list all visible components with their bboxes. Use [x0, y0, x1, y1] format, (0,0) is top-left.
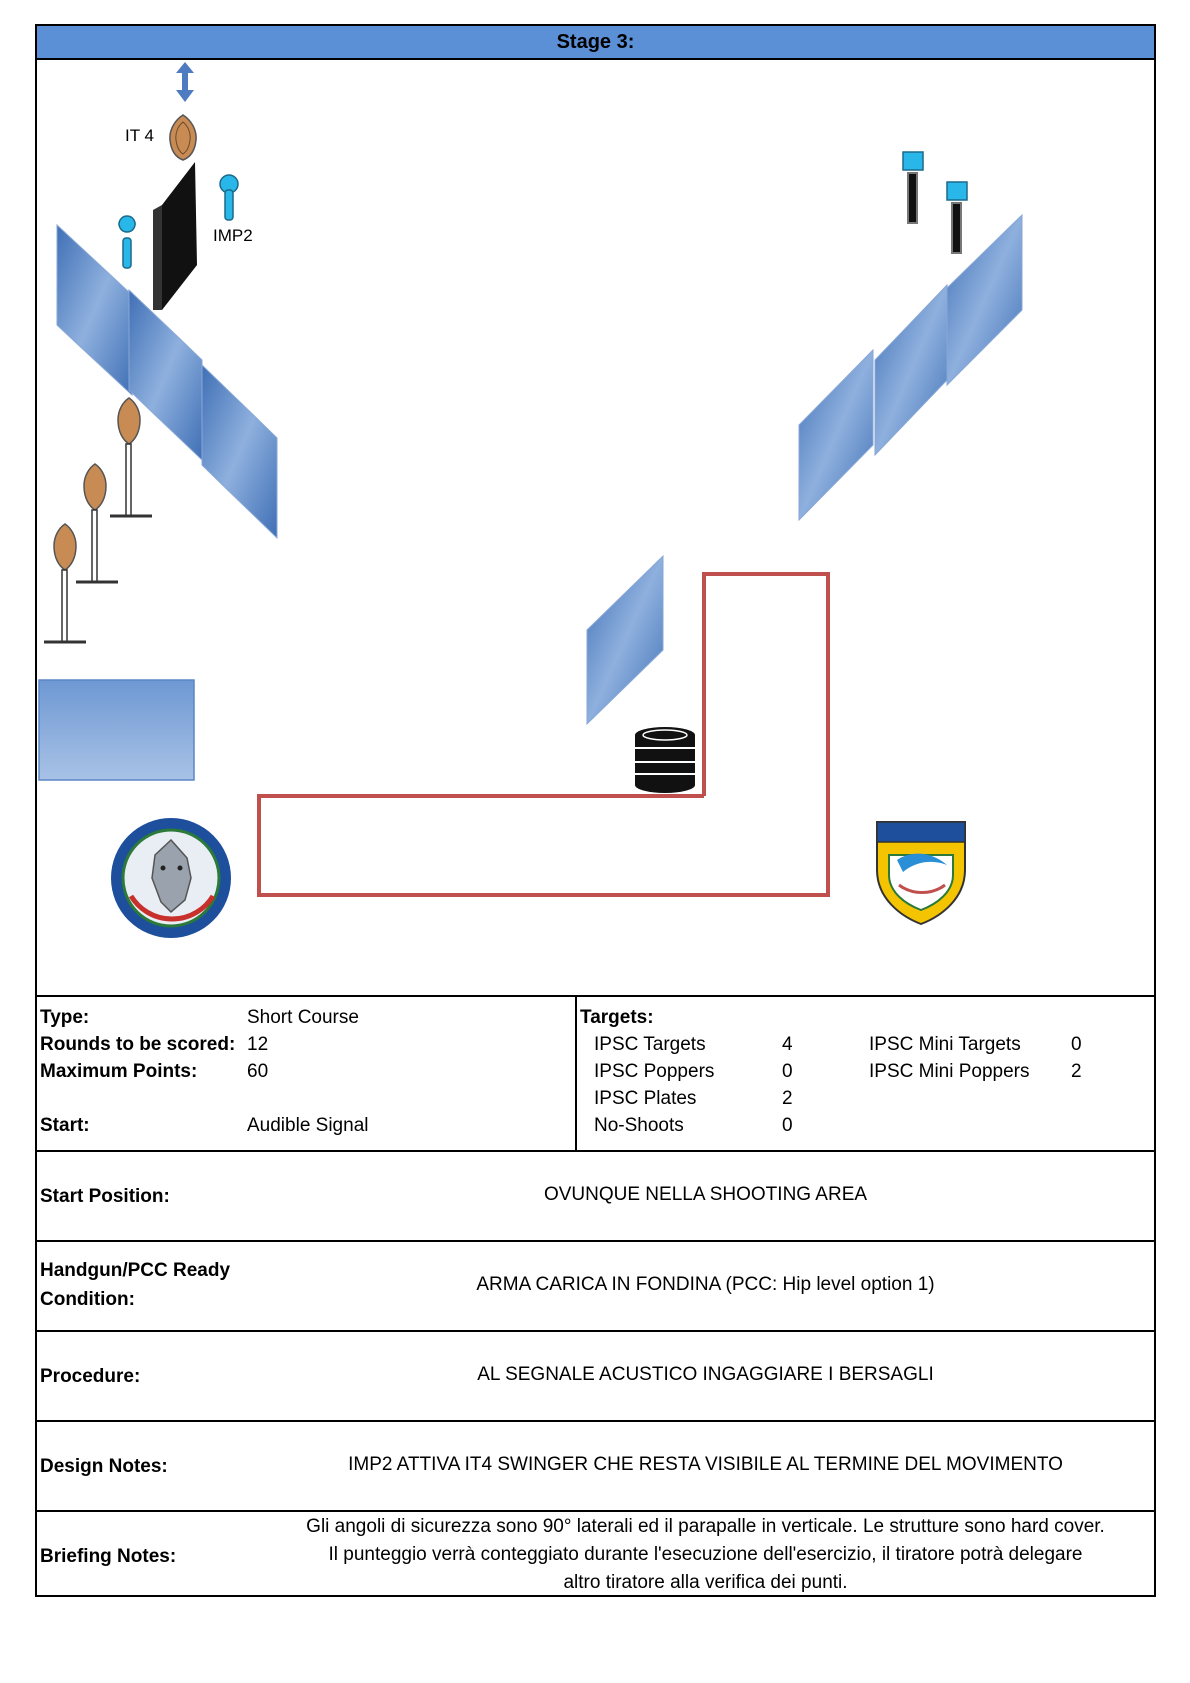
left-wall-3	[202, 365, 277, 538]
left-barrier-box	[39, 680, 194, 780]
procedure-row	[37, 1330, 1154, 1420]
it4-target	[170, 115, 196, 160]
stage-info	[37, 995, 1154, 1150]
target-count: 0	[782, 1115, 793, 1136]
design-notes-row	[37, 1420, 1154, 1510]
start-value: Audible Signal	[247, 1115, 369, 1136]
target-name: No-Shoots	[594, 1115, 684, 1136]
club-logo	[111, 818, 231, 938]
popper-2-imp2	[220, 175, 238, 220]
swing-arrow-icon	[176, 62, 194, 102]
ready-condition-row	[37, 1240, 1154, 1330]
max-points-label: Maximum Points:	[40, 1061, 198, 1082]
target-name: IPSC Plates	[594, 1088, 697, 1109]
start-label: Start:	[40, 1115, 90, 1136]
start-position-row	[37, 1150, 1154, 1240]
it4-label: IT 4	[125, 126, 154, 145]
target-count: 2	[782, 1088, 793, 1109]
mini-target-name: IPSC Mini Targets	[869, 1034, 1021, 1055]
rounds-value: 12	[247, 1034, 269, 1055]
type-value: Short Course	[247, 1007, 359, 1028]
type-label: Type:	[40, 1007, 90, 1028]
briefing-notes-label: Briefing Notes:	[40, 1546, 177, 1567]
procedure-value: AL SEGNALE ACUSTICO INGAGGIARE I BERSAGLI	[477, 1364, 934, 1385]
tire-stack	[635, 727, 695, 793]
briefing-notes-row	[37, 1510, 1154, 1599]
procedure-label: Procedure:	[40, 1366, 141, 1387]
right-wall-2	[875, 285, 947, 455]
popper-1	[119, 216, 135, 268]
mini-target-name: IPSC Mini Poppers	[869, 1061, 1030, 1082]
swinger-panel	[153, 162, 197, 310]
mini-target-count: 2	[1071, 1061, 1082, 1082]
plate-2	[947, 182, 967, 253]
ready-condition-label-line1: Handgun/PCC Ready	[40, 1260, 231, 1281]
stage-sheet	[35, 24, 1156, 1597]
start-position-value: OVUNQUE NELLA SHOOTING AREA	[543, 1184, 868, 1205]
left-wall-1	[57, 225, 132, 395]
target-name: IPSC Poppers	[594, 1061, 715, 1082]
target-name: IPSC Targets	[594, 1034, 706, 1055]
design-notes-value: IMP2 ATTIVA IT4 SWINGER CHE RESTA VISIBILE AL TERMINE DEL MOVIMENTO	[348, 1454, 1063, 1475]
ipsc-target-1	[110, 398, 152, 516]
rounds-label: Rounds to be scored:	[40, 1034, 236, 1055]
right-wall-3	[799, 350, 873, 520]
briefing-notes-line: Gli angoli di sicurezza sono 90° laterali ed il parapalle in verticale. Le strutture sono hard cover.	[306, 1516, 1105, 1537]
stage-layout-drawing	[37, 60, 1154, 995]
ready-condition-label-line2: Condition:	[40, 1289, 135, 1310]
briefing-notes-line: altro tiratore alla verifica dei punti.	[563, 1572, 848, 1593]
ipsc-target-2	[76, 464, 118, 582]
federation-logo	[877, 822, 965, 924]
imp2-label: IMP2	[213, 226, 253, 245]
info-divider	[575, 997, 577, 1150]
center-wall	[587, 556, 663, 724]
left-wall-2	[129, 290, 202, 460]
design-notes-label: Design Notes:	[40, 1456, 168, 1477]
start-position-label: Start Position:	[40, 1186, 170, 1207]
targets-label: Targets:	[580, 1007, 654, 1028]
plate-1	[903, 152, 923, 223]
shooting-area-fault-line	[259, 574, 828, 895]
max-points-value: 60	[247, 1061, 269, 1082]
target-count: 4	[782, 1034, 793, 1055]
ready-condition-value: ARMA CARICA IN FONDINA (PCC: Hip level option 1)	[476, 1274, 935, 1295]
target-count: 0	[782, 1061, 793, 1082]
briefing-notes-line: Il punteggio verrà conteggiato durante l'esecuzione dell'esercizio, il tiratore potrà delegare	[328, 1544, 1083, 1565]
mini-target-count: 0	[1071, 1034, 1082, 1055]
stage-diagram	[37, 60, 1154, 995]
stage-title: Stage 3:	[37, 26, 1154, 60]
